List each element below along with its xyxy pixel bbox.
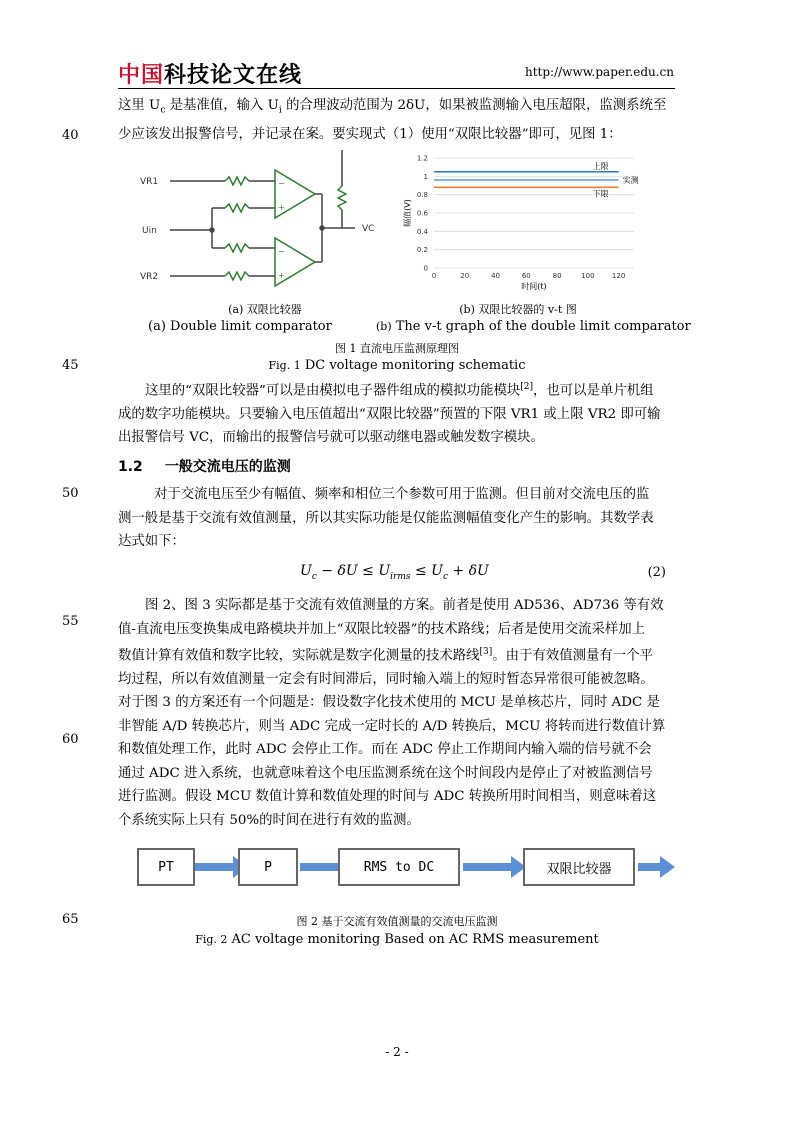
line-number: 40 (62, 128, 79, 143)
paragraph-line: 和数值处理工作，此时 ADC 会停止工作。而在 ADC 停止工作期间内输入端的信号就不会 (118, 742, 652, 758)
paragraph-line: 非智能 A/D 转换芯片，则当 ADC 完成一定时长的 A/D 转换后，MCU 将转而进行数值计算 (118, 718, 666, 734)
fig1a-caption-cn: (a) 双限比较器 (228, 303, 302, 316)
y-tick-label: 0.8 (416, 191, 428, 200)
paragraph-line: 测一般是基于交流有效值测量，所以其实际功能是仅能监测幅值变化产生的影响。其数学表 (118, 510, 654, 526)
x-tick-label: 100 (581, 272, 595, 280)
equation-number: (2) (647, 565, 666, 580)
legend-label: 实测 (622, 176, 639, 185)
vr1-label: VR1 (140, 177, 159, 187)
paragraph-line: 通过 ADC 进入系统，也就意味着这个电压监测系统在这个时间段内是停止了对被监测信号 (118, 765, 653, 781)
pt-block: PT (137, 848, 195, 886)
rms-to-dc-block: RMS to DC (338, 848, 460, 886)
paragraph-line: 少应该发出报警信号，并记录在案。要实现式（1）使用“双限比较器”即可，见图 1： (118, 127, 622, 143)
section-heading: 1.2 一般交流电压的监测 (118, 459, 291, 475)
equation-2: $U_c - \delta U \le U_{irms} \le U_c + \delta U$ (300, 563, 489, 582)
paragraph-line: 进行监测。假设 MCU 数值计算和数值处理的时间与 ADC 转换所用时间相当，则意味着这 (118, 789, 657, 805)
paragraph-line: 达式如下： (118, 534, 185, 549)
x-tick-label: 20 (460, 272, 470, 280)
paragraph-line: 值-直流电压变换集成电路模块并加上“双限比较器”的技术路线；后者是使用交流采样加上 (118, 621, 646, 637)
journal-logo: 中国科技论文在线 (118, 63, 303, 88)
p-block: P (238, 848, 298, 886)
y-tick-label: 1.2 (416, 154, 428, 163)
paragraph-line: 数值计算有效值和数字比较，实际就是数字化测量的技术路线[3]。由于有效值测量有一个平 (118, 647, 653, 664)
page-number: - 2 - (385, 1045, 409, 1059)
y-tick-label: 0 (423, 264, 428, 273)
paragraph-line: 成的数字功能模块。只要输入电压值超出“双限比较器”预置的下限 VR1 或上限 VR2 即可输 (118, 406, 661, 422)
paragraph-line: 对于图 3 的方案还有一个问题是：假设数字化技术使用的 MCU 是单核芯片，同时 ADC 是 (118, 695, 660, 711)
x-axis-label: 时间(t) (521, 282, 547, 291)
paragraph-1 (118, 94, 675, 147)
paragraph-line: 均过程，所以有效值测量一定会有时间滞后，同时输入端上的短时暂态异常很可能被忽略。 (118, 671, 654, 687)
y-tick-label: 0.2 (416, 246, 428, 255)
comparator-block: 双限比较器 (523, 848, 635, 886)
x-tick-label: 40 (491, 272, 500, 280)
y-axis-label: 幅值(V) (403, 199, 412, 227)
x-tick-label: 120 (611, 272, 626, 280)
paragraph-line: 这里 $U_c$ 是基准值，输入 $U_i$ 的合理波动范围为 2δU，如果被监测输入电压超限，监测系统至 (118, 98, 667, 116)
header-rule (118, 88, 675, 89)
svg-text:+: + (278, 203, 285, 212)
svg-text:−: − (278, 247, 285, 256)
y-tick-label: 1 (423, 172, 428, 181)
paragraph-line: 对于交流电压至少有幅值、频率和相位三个参数可用于监测。但目前对交流电压的监 (154, 487, 650, 502)
paragraph-line: 这里的“双限比较器”可以是由模拟电子器件组成的模拟功能模块[2]，也可以是单片机组 (145, 382, 654, 399)
comparator-circuit (140, 148, 390, 298)
fig1b-caption-en: (b) The v-t graph of the double limit comparator (376, 319, 691, 334)
fig2-caption-en: Fig. 2 AC voltage monitoring Based on AC RMS measurement (195, 932, 599, 947)
line-number: 55 (62, 614, 79, 629)
x-tick-label: 80 (552, 272, 562, 280)
vc-label: VC (362, 224, 375, 234)
y-tick-label: 0.4 (416, 227, 428, 236)
svg-text:+: + (278, 271, 285, 280)
line-number: 65 (62, 912, 79, 927)
legend-label: 上限 (592, 161, 609, 171)
fig1a-caption-en: (a) Double limit comparator (148, 319, 332, 334)
paragraph-line: 出报警信号 VC，而输出的报警信号就可以驱动继电器或触发数字模块。 (118, 430, 544, 446)
x-tick-label: 60 (521, 272, 531, 280)
paragraph-3 (118, 483, 675, 554)
svg-text:−: − (278, 179, 285, 188)
paragraph-line: 图 2、图 3 实际都是基于交流有效值测量的方案。前者是使用 AD536、AD736 等有效 (145, 598, 664, 613)
header-url[interactable]: http://www.paper.edu.cn (524, 65, 674, 79)
paragraph-4 (118, 594, 675, 832)
uin-label: Uin (142, 226, 157, 236)
fig1-caption-cn: 图 1 直流电压监测原理图 (335, 342, 459, 355)
vt-chart (398, 148, 658, 296)
legend-label: 下限 (592, 189, 609, 199)
fig2-caption-cn: 图 2 基于交流有效值测量的交流电压监测 (296, 915, 498, 928)
paragraph-2 (118, 376, 675, 450)
fig1b-caption-cn: (b) 双限比较器的 v-t 图 (459, 303, 577, 316)
fig1-caption-en: Fig. 1 DC voltage monitoring schematic (268, 358, 526, 373)
line-number: 50 (62, 486, 79, 501)
vr2-label: VR2 (140, 272, 159, 282)
x-tick-label: 0 (431, 272, 437, 280)
line-number: 60 (62, 732, 79, 747)
line-number: 45 (62, 358, 79, 373)
y-tick-label: 0.6 (416, 209, 428, 218)
paragraph-line: 个系统实际上只有 50%的时间在进行有效的监测。 (118, 812, 420, 828)
